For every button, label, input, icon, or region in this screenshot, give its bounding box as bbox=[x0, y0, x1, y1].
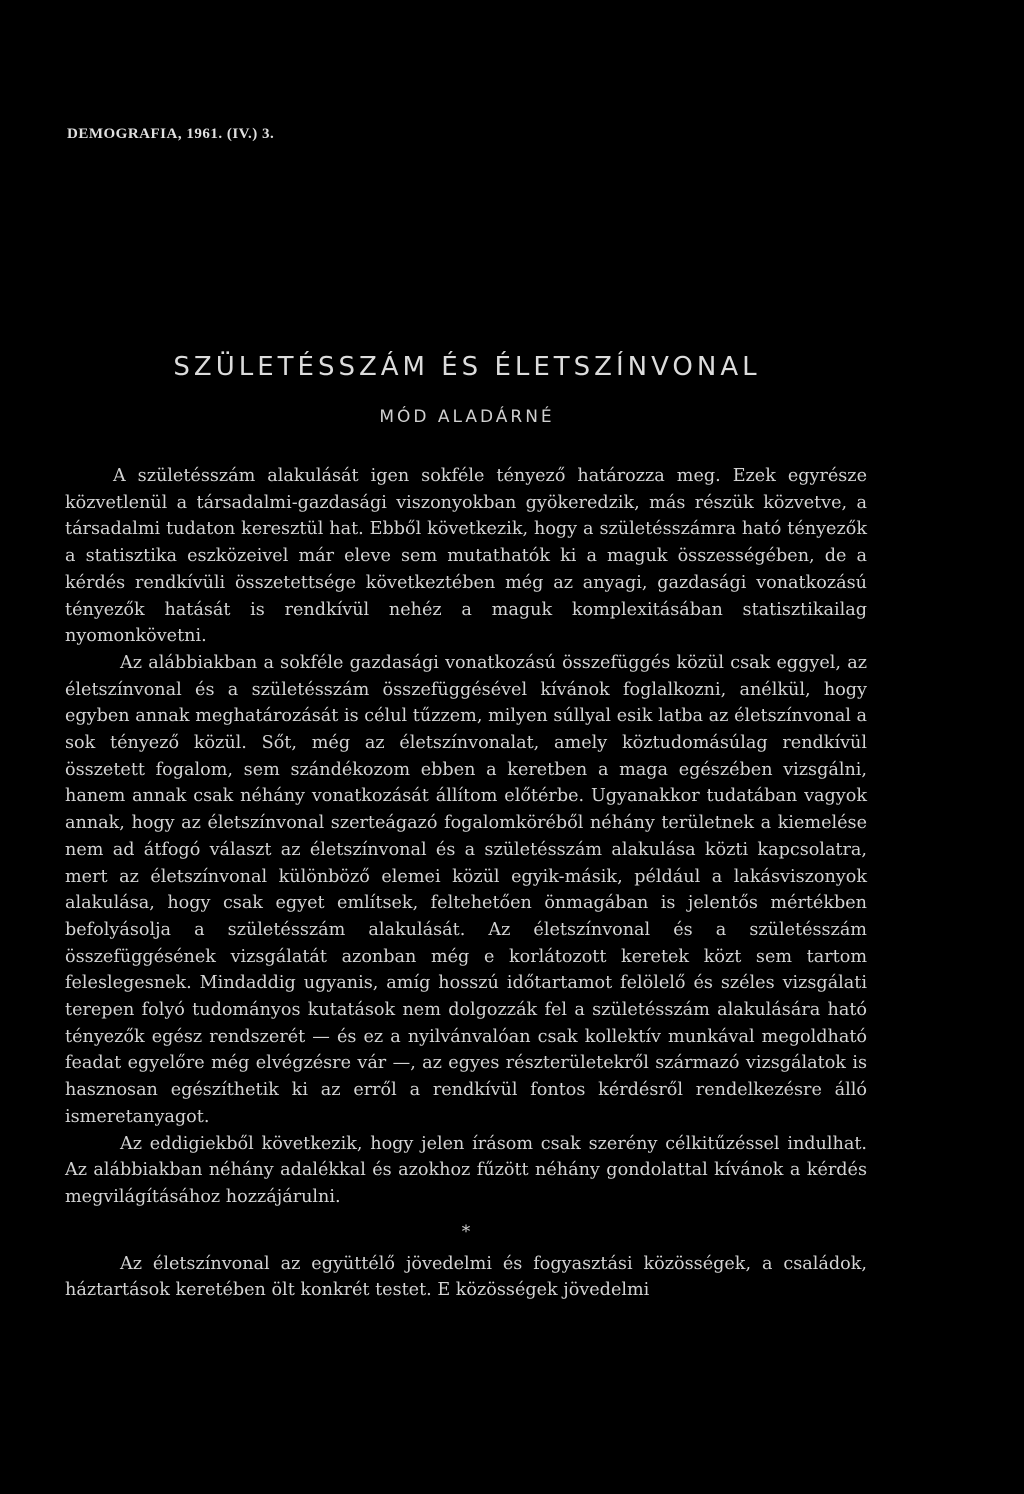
paragraph-3: Az eddigiekből következik, hogy jelen írásom csak szerény célkitűzéssel indulhat. Az alábbiakban néhány adalékkal és azokhoz fűzött néhány gondolattal kívánok a kérdés megvilágításához hozzájárulni. bbox=[65, 1133, 867, 1207]
article-author: MÓD ALADÁRNÉ bbox=[379, 407, 555, 427]
running-head: DEMOGRAFIA, 1961. (IV.) 3. bbox=[67, 126, 275, 142]
paragraph-2: Az alábbiakban a sokféle gazdasági vonatkozású összefüggés közül csak eggyel, az életszínvonal és a születésszám összefüggésével kívánok foglalkozni, anélkül, hogy egyben annak meghatározását is célul tűzzem, milyen súllyal esik latba az életszínvonal a sok tényező közül. Sőt, még az életszínvonalat, amely köztudomásúlag rendkívül összetett fogalom, sem szándékozom ebben a keretben a maga egészében vizsgálni, hanem annak csak néhány vonatkozását állítom előtérbe. Ugyanakkor tudatában vagyok annak, hogy az életszínvonal szerteágazó fogalomköréből néhány területnek a kiemelése nem ad átfogó választ az életszínvonal és a születésszám alakulása közti kapcsolatra, mert az életszínvonal különböző elemei közül egyik-másik, például a lakásviszonyok alakulása, hogy csak egyet említsek, feltehetően önmagában is jelentős mértékben befolyásolja a születésszám alakulását. Az életszínvonal és a születésszám összefüggésének vizsgálatát azonban még e korlátozott keretek közt sem tartom feleslegesnek. Mindaddig ugyanis, amíg hosszú időtartamot felölelő és széles vizsgálati terepen folyó tudományos kutatások nem dolgozzák fel a születésszám alakulására ható tényezők egész rendszerét — és ez a nyilvánvalóan csak kollektív munkával megoldható feadat egyelőre még elvégzésre vár —, az egyes részterületekről származó vizsgálatok is hasznosan egészíthetik ki az erről a rendkívül fontos kérdésről rendelkezésre álló ismeretanyagot. bbox=[65, 652, 867, 1127]
article-body bbox=[65, 463, 867, 1304]
paragraph-4: Az életszínvonal az együttélő jövedelmi és fogyasztási közösségek, a családok, háztartások keretében ölt konkrét testet. E közösségek jövedelmi bbox=[65, 1253, 867, 1301]
paragraph-1: A születésszám alakulását igen sokféle tényező határozza meg. Ezek egyrésze közvetlenül a társadalmi-gazdasági viszonyokban gyökeredzik, más részük közvetve, a társadalmi tudaton keresztül hat. Ebből következik, hogy a születésszámra ható tényezők a statisztika eszközeivel már eleve sem mutathatók ki a maguk összességében, de a kérdés rendkívüli összetettsége következtében még az anyagi, gazdasági vonatkozású tényezők hatását is rendkívül nehéz a maguk komplexitásában statisztikailag nyomonkövetni. bbox=[65, 466, 867, 647]
article-title: SZÜLETÉSSZÁM ÉS ÉLETSZÍNVONAL bbox=[173, 352, 761, 382]
section-separator: * bbox=[461, 1221, 471, 1242]
